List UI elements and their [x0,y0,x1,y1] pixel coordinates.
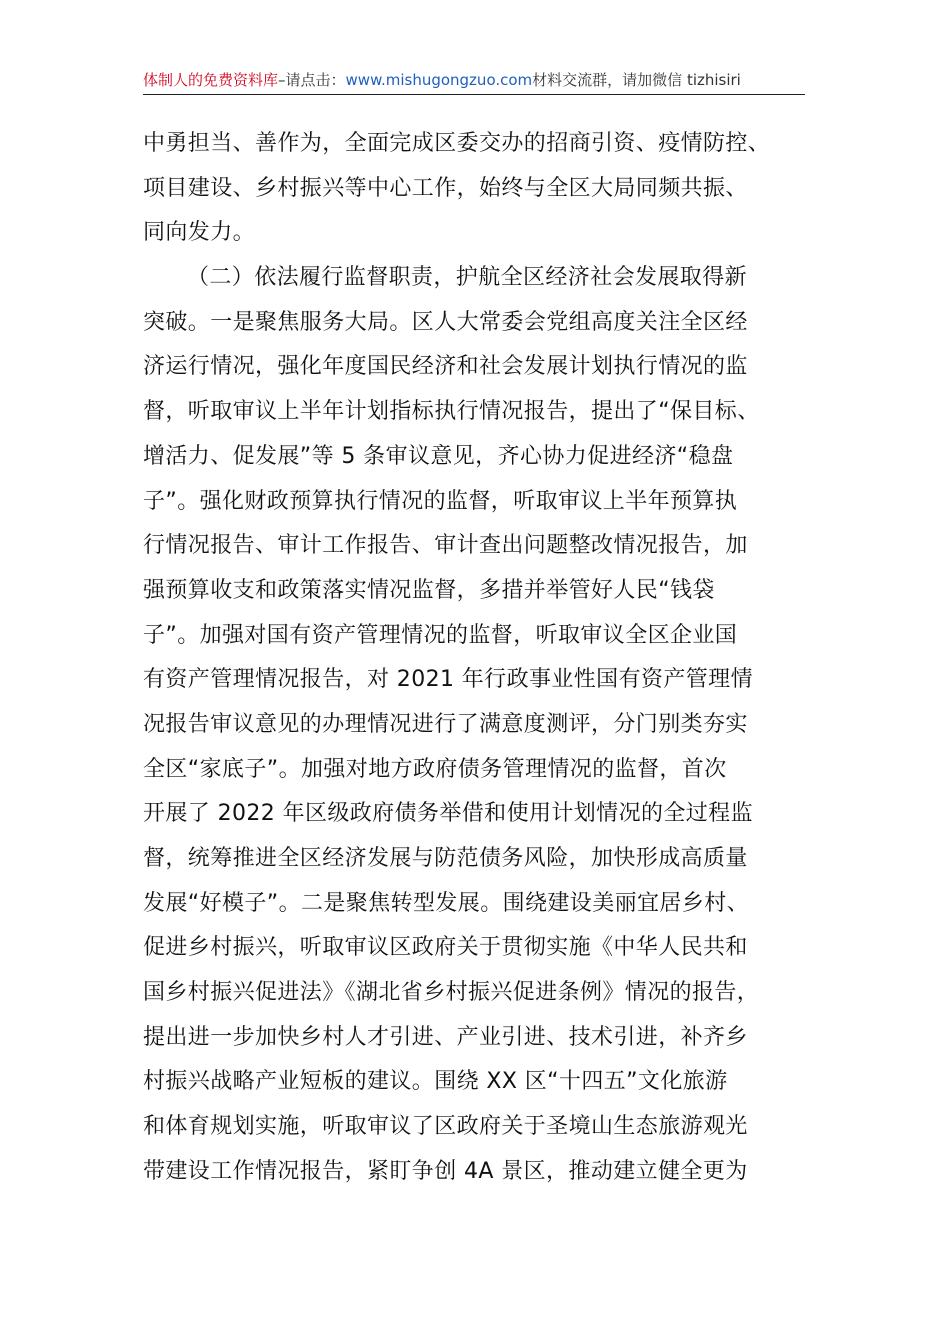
body-line: 有资产管理情况报告，对 2021 年行政事业性国有资产管理情 [143,667,753,693]
body-line: 济运行情况，强化年度国民经济和社会发展计划执行情况的监 [143,354,748,380]
body-line: 全区“家底子”。加强对地方政府债务管理情况的监督，首次 [143,756,727,782]
body-line: 中勇担当、善作为，全面完成区委交办的招商引资、疫情防控、 [143,131,771,156]
body-line: 增活力、促发展”等 5 条审议意见，齐心协力促进经济“稳盘 [143,443,734,469]
body-line: 况报告审议意见的办理情况进行了满意度测评，分门别类夯实 [143,711,748,737]
body-line: 督，统筹推进全区经济发展与防范债务风险，加快形成高质量 [143,846,748,871]
document-body [143,122,818,1195]
header-tail: 材料交流群，请加微信 tizhisiri [532,71,741,89]
body-line: 和体育规划实施，听取审议了区政府关于圣境山生态旅游观光 [143,1114,748,1140]
page-header [143,70,805,95]
body-line: 强预算收支和政策落实情况监督，多措并举管好人民“钱袋 [143,577,715,603]
body-line: 突破。一是聚焦服务大局。区人大常委会党组高度关注全区经 [143,309,748,335]
body-line: 国乡村振兴促进法》《湖北省乡村振兴促进条例》情况的报告， [143,980,760,1006]
body-line: 同向发力。 [143,220,256,246]
header-prompt: –请点击： [278,71,346,89]
body-line: 行情况报告、审计工作报告、审计查出问题整改情况报告，加 [143,533,748,559]
header-link[interactable]: www.mishugongzuo.com [345,71,533,89]
body-line: 子”。强化财政预算执行情况的监督，听取审议上半年预算执 [143,488,738,514]
body-line: 村振兴战略产业短板的建议。围绕 XX 区“十四五”文化旅游 [143,1069,728,1095]
body-line: 提出进一步加快乡村人才引进、产业引进、技术引进，补齐乡 [143,1024,748,1050]
body-line: 督，听取审议上半年计划指标执行情况报告，提出了“保目标、 [143,399,760,425]
body-line: 带建设工作情况报告，紧盯争创 4A 景区，推动建立健全更为 [143,1158,748,1184]
header-brand: 体制人的免费资料库 [143,71,279,89]
body-line: 发展“好模子”。二是聚焦转型发展。围绕建设美丽宜居乡村、 [143,890,749,916]
body-line: 开展了 2022 年区级政府债务举借和使用计划情况的全过程监 [143,801,753,827]
section-heading-line: （二）依法履行监督职责，护航全区经济社会发展取得新 [187,265,748,291]
body-line: 项目建设、乡村振兴等中心工作，始终与全区大局同频共振、 [143,175,748,201]
body-line: 促进乡村振兴，听取审议区政府关于贯彻实施《中华人民共和 [143,935,748,961]
body-line: 子”。加强对国有资产管理情况的监督，听取审议全区企业国 [143,622,738,648]
